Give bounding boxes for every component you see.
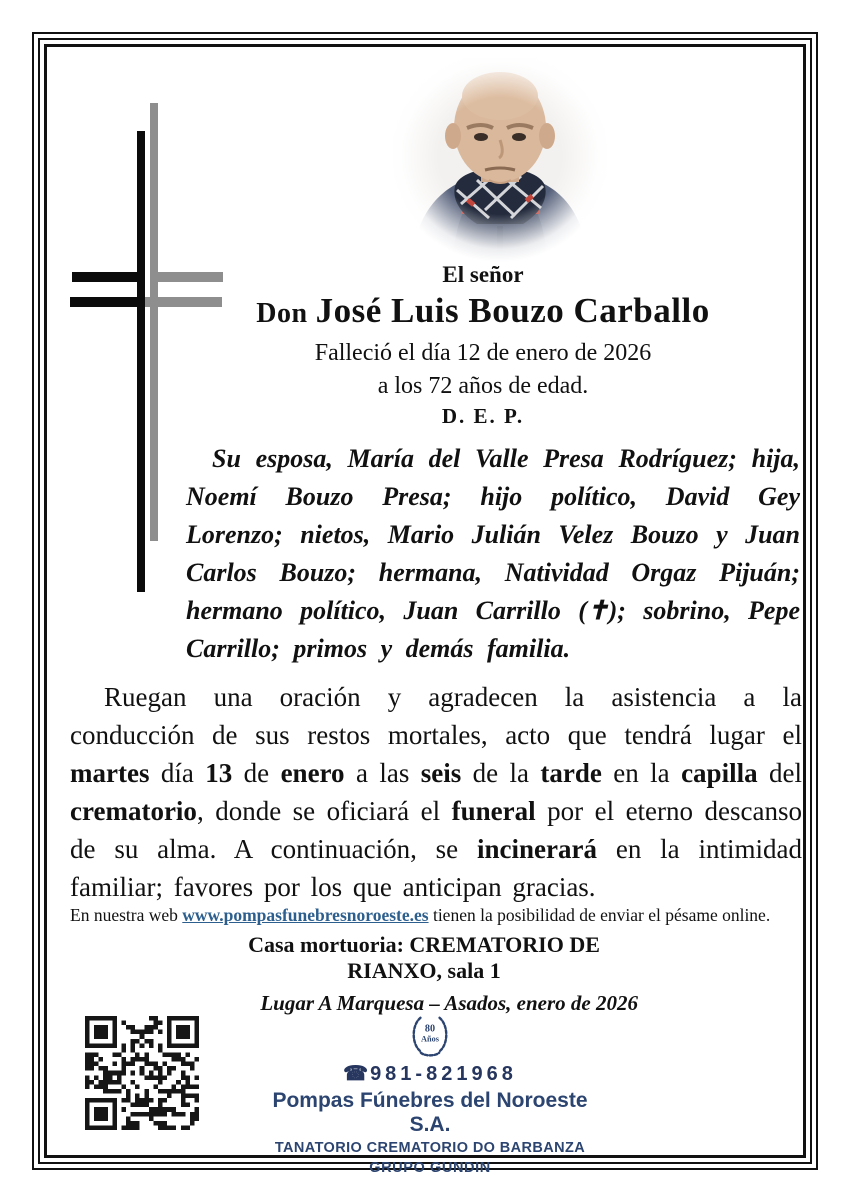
name-text: José Luis Bouzo Carballo [315,291,710,330]
dep-line: D. E. P. [441,404,525,428]
cross-arm-upper-black [72,272,145,282]
website-link[interactable]: www.pompasfunebresnoroeste.es [182,905,429,925]
qr-code [85,1016,199,1130]
place-date-line: Lugar A Marquesa – Asados, enero de 2026 [260,991,638,1015]
badge-number: 80 [424,1023,436,1035]
anniversary-badge-icon [406,1012,454,1060]
grupo-line: GRUPO GUNDIN [369,1160,491,1176]
mortuary-house-line: Casa mortuoria: CREMATORIO DE RIANXO, sala 1 [248,932,600,983]
cross-vertical-black [137,131,145,592]
cross-vertical-gray [150,103,158,541]
footer-brand-block [250,1012,610,1176]
header-block [158,262,808,429]
phone-row [250,1061,610,1086]
phone-number: 981-821968 [370,1063,517,1085]
honorific: El señor [442,262,524,287]
cross-arm-lower-black [70,297,145,307]
name-prefix: Don [256,298,308,329]
badge-word: Años [421,1034,439,1044]
company-name: Pompas Fúnebres del Noroeste S.A. [272,1089,588,1136]
deceased-photo [393,58,607,262]
age-line: a los 72 años de edad. [377,373,589,399]
web-condolence-line: En nuestra web www.pompasfunebresnoroeste.es tienen la posibilidad de enviar el pésame online. [70,905,771,925]
deceased-name [158,291,808,331]
phone-icon: ☎ [343,1063,369,1085]
family-paragraph: Su esposa, María del Valle Presa Rodríguez; hija, Noemí Bouzo Presa; hijo político, David Gey Lorenzo; nietos, Mario Julián Velez Bouzo y Juan Carlos Bouzo; hermana, Natividad Orgaz Pijuán; hermano político, Juan Carrillo (✝); sobrino, Pepe Carrillo; primos y demás familia. [186,444,800,663]
photo-fade-overlay [393,58,607,262]
death-date-line: Falleció el día 12 de enero de 2026 [314,340,652,366]
mortuary-block [210,932,638,1016]
tanatorio-line: TANATORIO CREMATORIO DO BARBANZA [274,1140,586,1156]
announcement-paragraph: Ruegan una oración y agradecen la asistencia a la conducción de sus restos mortales, acto que tendrá lugar el martes día 13 de enero a las seis de la tarde en la capilla del crematorio, donde se oficiará el funeral por el eterno descanso de su alma. A continuación, se incinerará en la intimidad familiar; favores por los que anticipan gracias. [70,682,802,902]
